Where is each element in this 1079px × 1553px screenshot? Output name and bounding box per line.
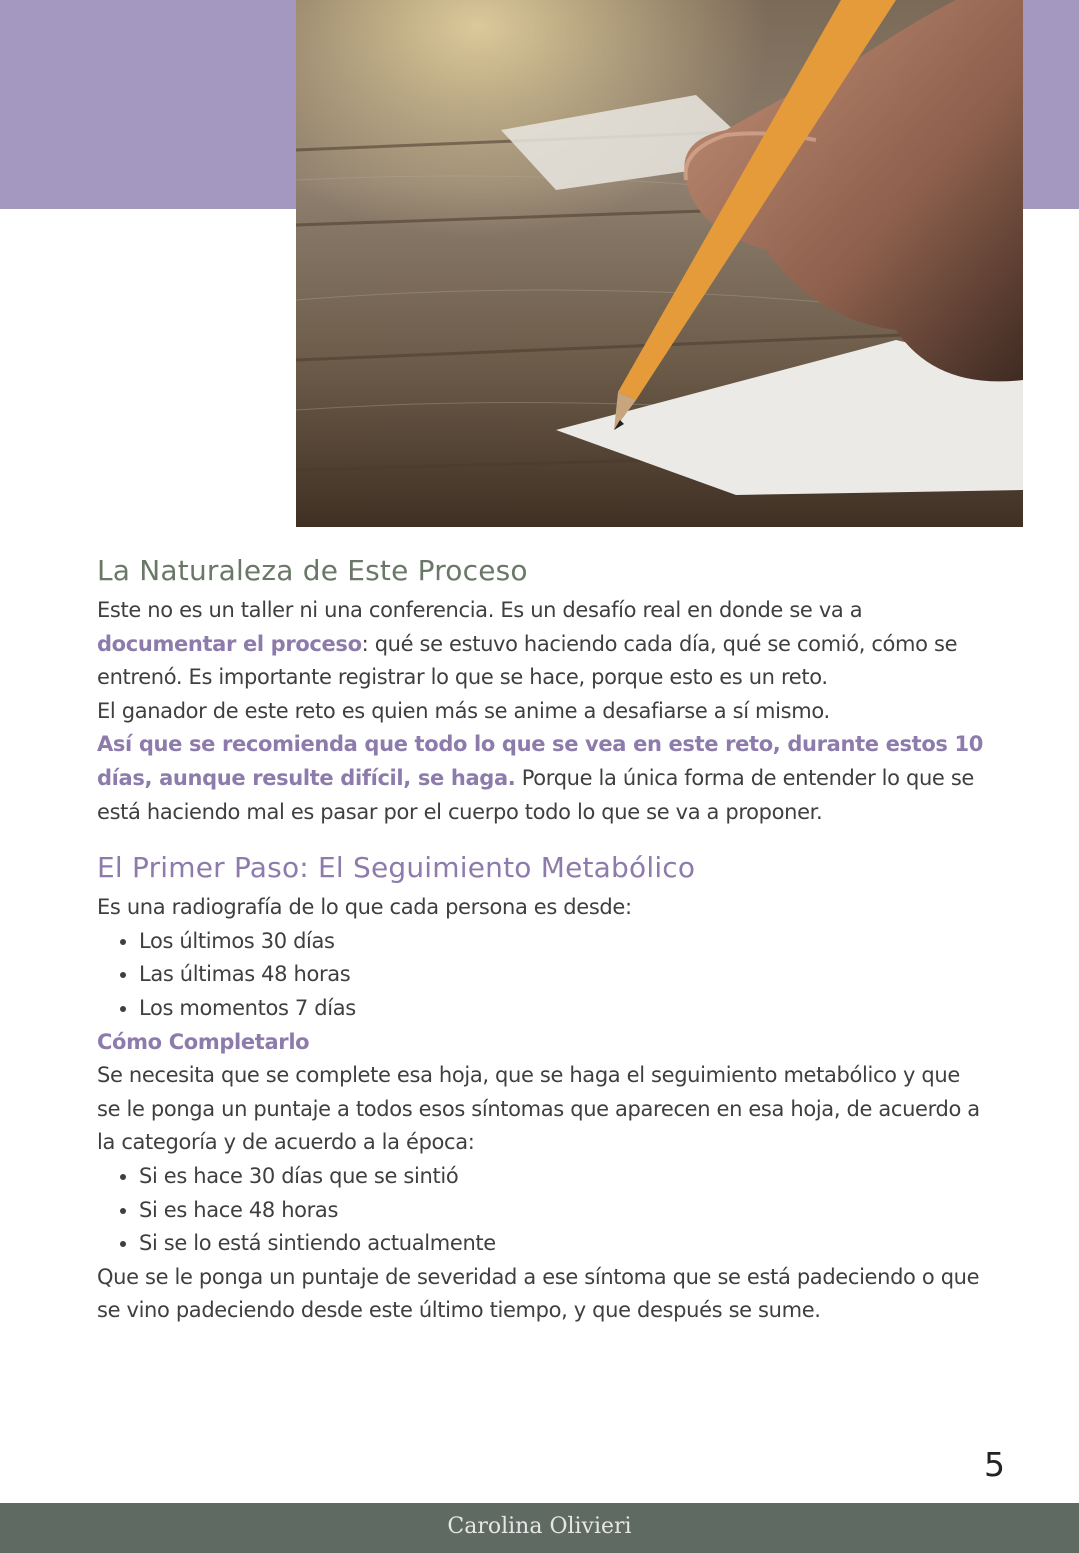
paragraph-ganador: El ganador de este reto es quien más se anime a desafiarse a sí mismo. <box>97 698 830 723</box>
paragraph-intro <box>97 594 987 695</box>
paragraph-puntaje: Que se le ponga un puntaje de severidad a ese síntoma que se está padeciendo o que se vino padeciendo desde este último tiempo, y que después se sume. <box>97 1264 980 1323</box>
paragraph-completar: Se necesita que se complete esa hoja, que se haga el seguimiento metabólico y que se le ponga un puntaje a todos esos síntomas que aparecen en esa hoja, de acuerdo a la categoría y de acuerdo a la época: <box>97 1063 980 1155</box>
list-item: • Si es hace 30 días que se sintió <box>139 1160 987 1194</box>
list-item: • Los momentos 7 días <box>139 992 987 1026</box>
section-heading-primer-paso: El Primer Paso: El Seguimiento Metabólico <box>97 851 696 885</box>
list-item: • Si es hace 48 horas <box>139 1194 987 1228</box>
subheading-como-completarlo: Cómo Completarlo <box>97 1029 310 1054</box>
intro-text-a: Este no es un taller ni una conferencia. Es un desafío real en donde se va a <box>97 598 863 622</box>
list-item: • Los últimos 30 días <box>139 925 987 959</box>
epoch-list <box>97 1160 987 1261</box>
paragraph-radiografia: Es una radiografía de lo que cada persona es desde: <box>97 895 632 920</box>
footer-bar <box>0 1503 1079 1553</box>
list-item: • Si se lo está sintiendo actualmente <box>139 1227 987 1261</box>
paragraph-recomendacion <box>97 728 987 829</box>
main-content <box>97 548 987 1328</box>
list-item: • Las últimas 48 horas <box>139 958 987 992</box>
highlight-documentar: documentar el proceso <box>97 631 362 656</box>
periods-list <box>97 925 987 1026</box>
highlight-recomendacion: Así que se recomienda que todo lo que se vea en este reto, durante estos 10 días, aunque resulte difícil, se haga. <box>97 732 984 790</box>
footer-author: Carolina Olivieri <box>447 1514 632 1539</box>
page-number: 5 <box>984 1445 1005 1484</box>
section-heading-naturaleza: La Naturaleza de Este Proceso <box>97 554 528 587</box>
intro-text-c: : qué se estuvo haciendo cada día, qué se comió, cómo se entrenó. Es importante registrar lo que se hace, porque esto es un reto. <box>97 631 958 690</box>
hand-writing-photo <box>296 0 1023 527</box>
recomendacion-text: Porque la única forma de entender lo que se está haciendo mal es pasar por el cuerpo todo lo que se va a proponer. <box>97 765 974 824</box>
